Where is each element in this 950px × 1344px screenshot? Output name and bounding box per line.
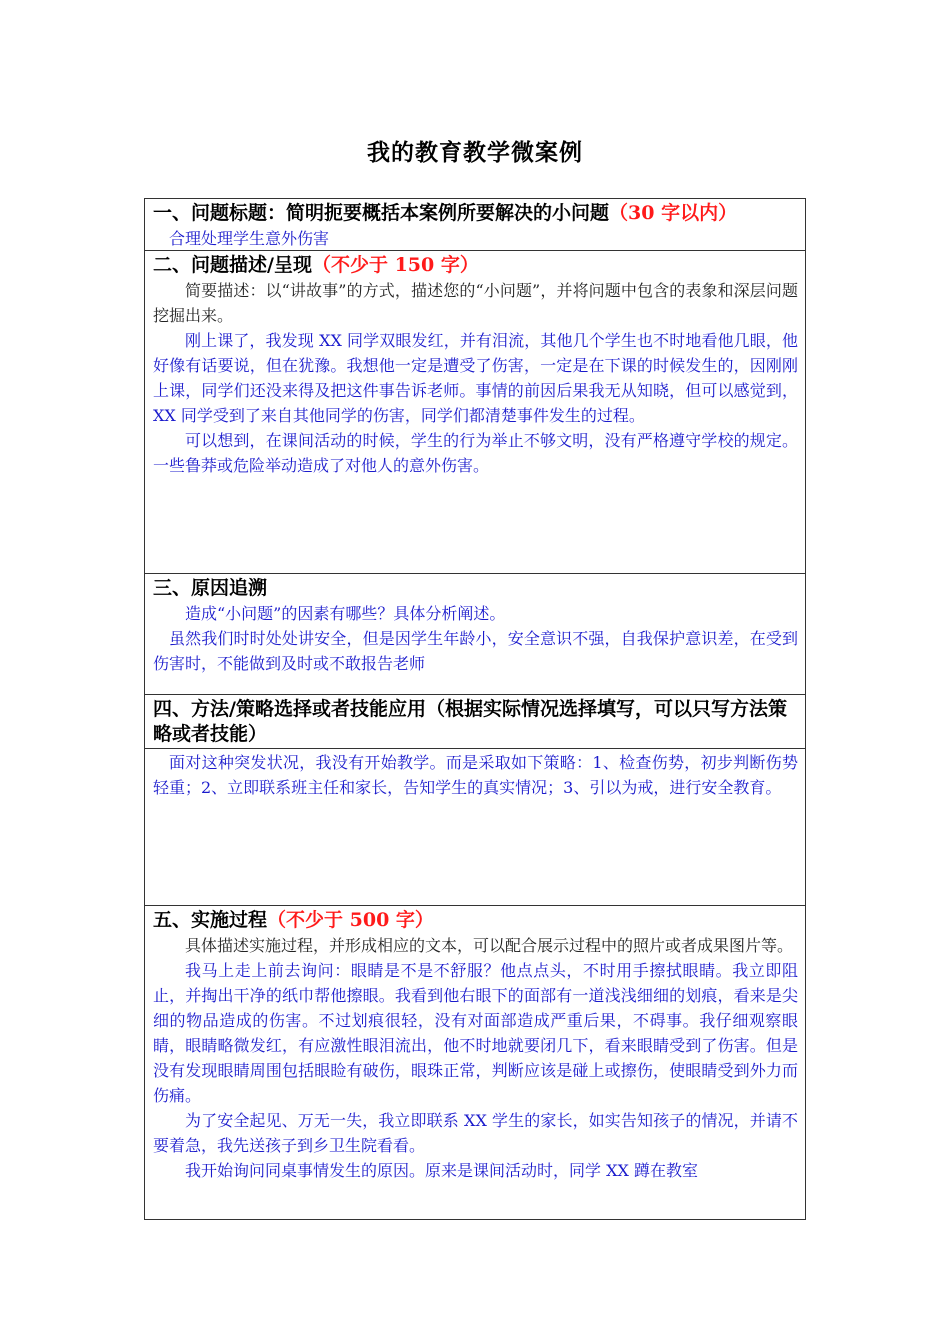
section-1 [145, 199, 805, 251]
section-5 [145, 906, 805, 1219]
case-table [144, 198, 806, 1220]
section-1-answer: 合理处理学生意外伤害 [169, 229, 330, 248]
section-1-heading-text: 一、问题标题：简明扼要概括本案例所要解决的小问题 [153, 202, 610, 224]
section-2 [145, 251, 805, 574]
section-4-body-cell [145, 749, 805, 906]
section-2-heading [153, 251, 798, 278]
section-4-paragraph-1: 面对这种突发状况，我没有开始教学。而是采取如下策略：1、检查伤势，初步判断伤势轻重；2、立即联系班主任和家长，告知学生的真实情况；3、引以为戒，进行安全教育。 [153, 753, 798, 797]
section-5-heading [153, 906, 798, 933]
section-5-word-limit: （不少于 500 字） [267, 909, 434, 931]
section-3-heading: 三、原因追溯 [153, 577, 268, 599]
section-2-word-limit: （不少于 150 字） [311, 254, 479, 276]
section-2-paragraph-2: 可以想到，在课间活动的时候，学生的行为举止不够文明，没有严格遵守学校的规定。一些鲁莽或危险举动造成了对他人的意外伤害。 [153, 431, 798, 475]
section-3-prompt: 造成“小问题”的因素有哪些？具体分析阐述。 [185, 604, 506, 623]
section-2-heading-text: 二、问题描述/呈现 [153, 254, 312, 276]
section-1-word-limit: （30 字以内） [609, 202, 738, 224]
section-5-prompt: 具体描述实施过程，并形成相应的文本，可以配合展示过程中的照片或者成果图片等。 [185, 936, 794, 955]
section-1-heading [153, 199, 798, 226]
section-5-paragraph-1: 我马上走上前去询问：眼睛是不是不舒服？他点点头，不时用手擦拭眼睛。我立即阻止，并掏出干净的纸巾帮他擦眼。我看到他右眼下的面部有一道浅浅细细的划痕，看来是尖细的物品造成的伤害。不过划痕很轻，没有对面部造成严重后果，不碍事。我仔细观察眼睛，眼睛略微发红，有应激性眼泪流出，他不时地就要闭几下，看来眼睛受到了伤害。但是没有发现眼睛周围包括眼睑有破伤，眼珠正常，判断应该是碰上或擦伤，使眼睛受到外力而伤痛。 [153, 961, 798, 1105]
section-4-heading-cell [145, 695, 805, 749]
section-5-heading-text: 五、实施过程 [153, 909, 268, 931]
section-2-prompt: 简要描述：以“讲故事”的方式，描述您的“小问题”，并将问题中包含的表象和深层问题挖掘出来。 [153, 281, 798, 325]
section-3 [145, 574, 805, 695]
section-5-paragraph-2: 为了安全起见、万无一失，我立即联系 XX 学生的家长，如实告知孩子的情况，并请不要着急，我先送孩子到乡卫生院看看。 [153, 1111, 798, 1155]
section-2-paragraph-1: 刚上课了，我发现 XX 同学双眼发红，并有泪流，其他几个学生也不时地看他几眼，他好像有话要说，但在犹豫。我想他一定是遭受了伤害，一定是在下课的时候发生的，因刚刚上课，同学们还没来得及把这件事告诉老师。事情的前因后果我无从知晓，但可以感觉到，XX 同学受到了来自其他同学的伤害，同学们都清楚事件发生的过程。 [153, 331, 798, 425]
section-3-paragraph-1: 虽然我们时时处处讲安全，但是因学生年龄小，安全意识不强，自我保护意识差，在受到伤害时，不能做到及时或不敢报告老师 [153, 629, 798, 673]
page-title: 我的教育教学微案例 [367, 139, 583, 166]
section-4-heading: 四、方法/策略选择或者技能应用（根据实际情况选择填写，可以只写方法策略或者技能） [153, 698, 787, 745]
section-5-paragraph-3: 我开始询问同桌事情发生的原因。原来是课间活动时，同学 XX 蹲在教室 [185, 1161, 698, 1180]
